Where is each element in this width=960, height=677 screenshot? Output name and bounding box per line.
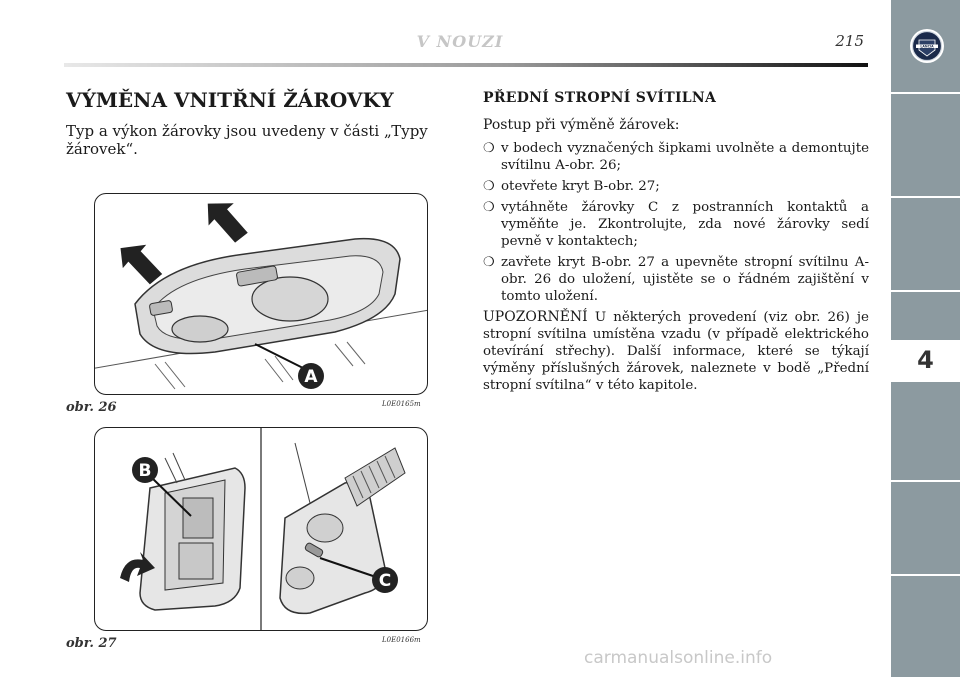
warning-label: UPOZORNĚNÍ xyxy=(483,309,588,325)
figure-26-illustration xyxy=(94,193,428,395)
lancia-logo-icon xyxy=(909,28,945,64)
figure-27-illustration xyxy=(94,427,428,631)
chapter-number: 4 xyxy=(917,346,934,374)
intro-text: Typ a výkon žárovky jsou uvedeny v části „Typy žárovek“. xyxy=(66,122,428,158)
sidebar-divider xyxy=(891,480,960,482)
figure-26-code: L0E0165m xyxy=(382,400,421,408)
list-item: ❍ v bodech vyznačených šipkami uvolněte a demontujte svítilnu A-obr. 26; xyxy=(483,141,869,173)
list-item: ❍ otevřete kryt B-obr. 27; xyxy=(483,179,660,194)
right-column xyxy=(483,90,869,400)
warning-text: U některých provedení (viz obr. 26) je stropní svítilna umístěna vzadu (v případě elektrického otevírání střechy). Další informace, které se týkají výměny příslušných žárovek, naleznete v bodě „Přední stropní svítilna“ v této kapitole. xyxy=(483,310,869,393)
sidebar-divider xyxy=(891,290,960,292)
figure-27-code: L0E0166m xyxy=(382,636,421,644)
bullet-icon: ❍ xyxy=(483,200,495,215)
bullet-icon: ❍ xyxy=(483,141,495,156)
callout-label-a: A xyxy=(304,367,318,387)
watermark: carmanualsonline.info xyxy=(584,648,773,668)
steps-intro: Postup při výměně žárovek: xyxy=(483,117,680,133)
callout-label-b: B xyxy=(138,461,152,481)
sidebar-divider xyxy=(891,92,960,94)
list-item: ❍ vytáhněte žárovky C z postranních kontaktů a vyměňte je. Zkontrolujte, zda nové žárovky sedí pevně v kontaktech; xyxy=(483,200,869,249)
logo-text: LANCIA xyxy=(920,44,934,49)
sidebar-divider xyxy=(891,574,960,576)
chapter-sidebar xyxy=(891,0,960,677)
bullet-icon: ❍ xyxy=(483,179,495,194)
section-heading: VÝMĚNA VNITŘNÍ ŽÁROVKY xyxy=(66,88,394,112)
header-rule xyxy=(64,63,868,67)
figure-26-caption: obr. 26 xyxy=(66,400,117,415)
sidebar-divider xyxy=(891,196,960,198)
figure-27-caption: obr. 27 xyxy=(66,636,117,651)
bullet-icon: ❍ xyxy=(483,255,495,270)
page-number: 215 xyxy=(835,32,864,50)
subsection-heading: PŘEDNÍ STROPNÍ SVÍTILNA xyxy=(483,90,717,106)
callout-label-c: C xyxy=(378,571,392,591)
chapter-tab[interactable] xyxy=(891,340,960,382)
running-header-title: V NOUZI xyxy=(416,32,504,51)
steps-list xyxy=(483,140,869,305)
list-item: ❍ zavřete kryt B-obr. 27 a upevněte stropní svítilnu A-obr. 26 do uložení, ujistěte se o řádném zajištění v tomto uložení. xyxy=(483,255,869,304)
warning-note xyxy=(483,309,869,394)
